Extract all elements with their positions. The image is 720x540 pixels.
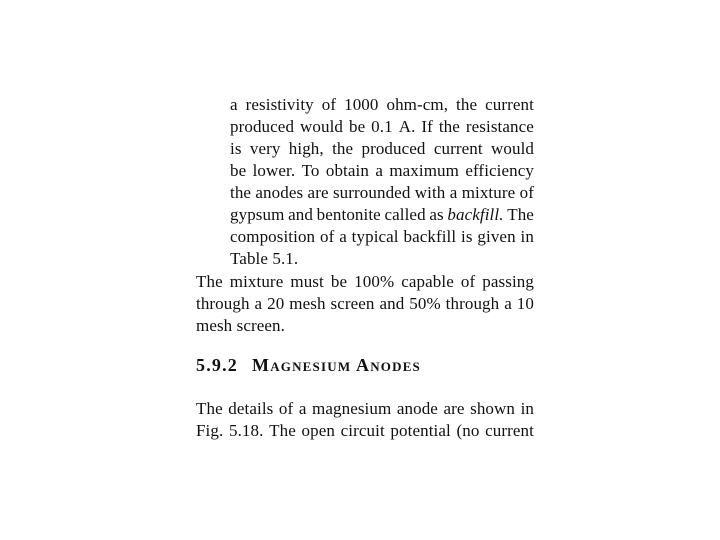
section-title: Magnesium Anodes — [252, 355, 421, 375]
line-text: mesh screen. — [196, 316, 285, 335]
italic-term: backfill. — [447, 205, 504, 224]
text-line-with-italic: gypsum and bentonite called as backfill. The — [230, 205, 534, 224]
line-text: Table 5.1. — [230, 249, 299, 268]
text-line: The details of a magnesium anode are shown in — [196, 399, 534, 418]
text-line: produced would be 0.1 A. If the resistance — [230, 117, 534, 136]
text-line: The mixture must be 100% capable of passing — [196, 272, 534, 291]
text-line: the anodes are surrounded with a mixture of — [230, 183, 534, 202]
text-line: through a 20 mesh screen and 50% through a 10 — [196, 294, 534, 313]
text-line — [196, 315, 534, 337]
text-line: a resistivity of 1000 ohm-cm, the current — [230, 95, 534, 114]
section-heading — [196, 355, 421, 376]
section-number: 5.9.2 — [196, 355, 238, 375]
text-line: composition of a typical backfill is given in — [230, 227, 534, 246]
text-line: is very high, the produced current would — [230, 139, 534, 158]
text-line: Fig. 5.18. The open circuit potential (no current — [196, 421, 534, 440]
text-line: be lower. To obtain a maximum efficiency — [230, 161, 534, 180]
text-line — [230, 248, 534, 270]
